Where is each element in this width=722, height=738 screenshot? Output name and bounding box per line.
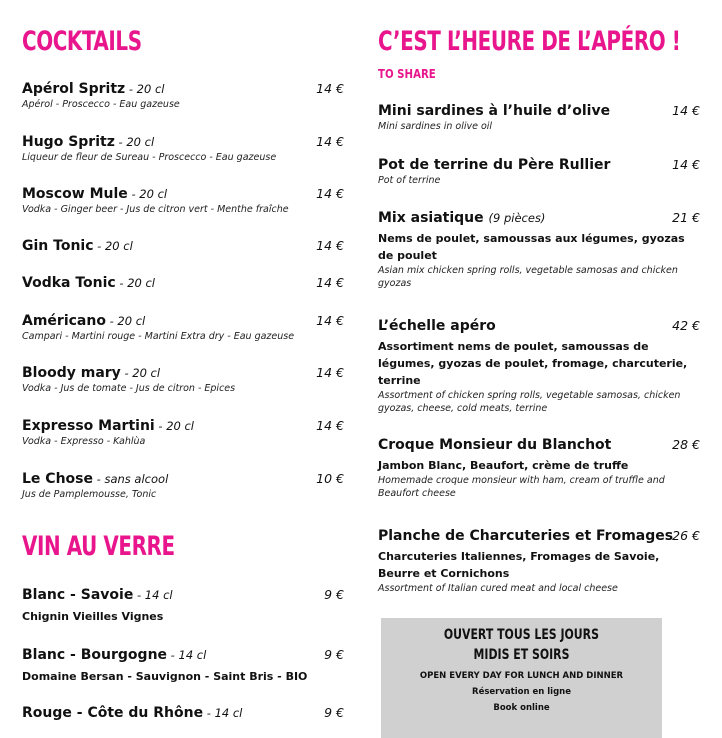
item-price: 9 € (324, 647, 344, 662)
item-price: 14 € (316, 418, 344, 433)
item-french-description: Nems de poulet, samoussas aux légumes, gyozas de poulet (378, 232, 685, 262)
item-name: L’échelle apéro (378, 318, 496, 334)
apero-item-planche (378, 527, 700, 595)
item-price: 14 € (672, 157, 700, 172)
item-name: Moscow Mule (22, 186, 128, 202)
item-name: Blanc - Savoie (22, 587, 134, 603)
item-volume: 20 cl (104, 239, 133, 253)
item-price: 9 € (324, 587, 344, 602)
item-price: 10 € (316, 471, 344, 486)
menu-item-vodka-tonic: Vodka Tonic - 20 cl 14 € (22, 275, 344, 291)
item-volume: 14 cl (144, 588, 173, 602)
menu-item-gin-tonic: Gin Tonic - 20 cl 14 € (22, 238, 344, 254)
menu-item-moscow-mule: Moscow Mule - 20 cl 14 € Vodka - Ginger beer - Jus de citron vert - Menthe fraîche (22, 186, 344, 215)
item-name: Américano (22, 313, 106, 329)
menu-item-le-chose: Le Chose - sans alcool 10 € Jus de Pamplemousse, Tonic (22, 471, 344, 500)
menu-item-aperol-spritz: Apérol Spritz - 20 cl 14 € Apérol - Proscecco - Eau gazeuse (22, 81, 344, 110)
menu-item-americano: Américano - 20 cl 14 € Campari - Martini rouge - Martini Extra dry - Eau gazeuse (22, 313, 344, 342)
item-description: Vodka - Jus de tomate - Jus de citron - Epices (22, 383, 236, 394)
item-name: Bloody mary (22, 365, 121, 381)
item-volume: sans alcool (104, 472, 169, 486)
cocktails-heading: COCKTAILS (22, 26, 142, 57)
item-price: 21 € (672, 210, 700, 225)
apero-heading: C’EST L’HEURE DE L’APÉRO ! (378, 26, 681, 57)
item-price: 14 € (316, 313, 344, 328)
wine-subtitle: Chignin Vieilles Vignes (22, 610, 164, 623)
item-name: Rouge - Côte du Rhône (22, 705, 204, 721)
item-price: 9 € (324, 705, 344, 720)
hours-line-lunch-dinner: MIDIS ET SOIRS (473, 647, 570, 663)
item-english: Homemade croque monsieur with ham, cream of truffle and Beaufort cheese (378, 475, 665, 499)
item-description: Campari - Martini rouge - Martini Extra dry - Eau gazeuse (22, 331, 295, 342)
item-price: 28 € (672, 437, 700, 452)
item-volume: 20 cl (166, 419, 194, 433)
apero-item-echelle-apero (378, 317, 700, 415)
item-name: Blanc - Bourgogne (22, 647, 168, 663)
menu-item-expresso-martini: Expresso Martini - 20 cl 14 € Vodka - Expresso - Kahlùa (22, 418, 344, 447)
item-description: Vodka - Expresso - Kahlùa (22, 436, 146, 447)
item-price: 14 € (316, 186, 344, 201)
item-name: Expresso Martini (22, 418, 155, 434)
apero-item-croque-monsieur (378, 436, 700, 500)
item-price: 14 € (316, 238, 344, 253)
apero-item-pot-de-terrine (378, 156, 700, 187)
item-english: Assortment of chicken spring rolls, vegetable samosas, chicken gyozas, cheese, cold meats, terrine (378, 390, 681, 414)
apero-item-mix-asiatique (378, 209, 700, 290)
item-volume: 20 cl (136, 82, 165, 96)
item-volume: (9 pièces) (488, 211, 546, 225)
item-price: 14 € (316, 365, 344, 380)
item-price: 14 € (672, 103, 700, 118)
item-name: Apérol Spritz (22, 81, 126, 97)
item-price: 14 € (316, 134, 344, 149)
item-price: 42 € (672, 318, 700, 333)
wine-heading: VIN AU VERRE (22, 531, 175, 562)
item-volume: 20 cl (132, 366, 161, 380)
item-volume: 14 cl (214, 706, 243, 720)
item-description: Apérol - Proscecco - Eau gazeuse (22, 99, 180, 110)
menu-item-hugo-spritz: Hugo Spritz - 20 cl 14 € Liqueur de fleur de Sureau - Proscecco - Eau gazeuse (22, 134, 344, 163)
item-french-description: Assortiment nems de poulet, samoussas de légumes, gyozas de poulet, fromage, charcuterie, terrine (378, 340, 688, 387)
item-english: Assortment of Italian cured meat and local cheese (378, 583, 618, 594)
item-english: Pot of terrine (378, 175, 441, 186)
item-description: Vodka - Ginger beer - Jus de citron vert - Menthe fraîche (22, 204, 289, 215)
apero-item-mini-sardines (378, 102, 700, 133)
item-description: Jus de Pamplemousse, Tonic (22, 489, 157, 500)
item-french-description: Jambon Blanc, Beaufort, crème de truffe (378, 459, 629, 472)
item-english: Asian mix chicken spring rolls, vegetable samosas and chicken gyozas (378, 265, 678, 289)
item-volume: 20 cl (117, 314, 146, 328)
wine-item-blanc-savoie: Blanc - Savoie - 14 cl 9 € Chignin Vieilles Vignes (22, 587, 344, 623)
item-price: 14 € (316, 275, 344, 290)
item-price: 14 € (316, 81, 344, 96)
wine-item-rouge-cote-du-rhone: Rouge - Côte du Rhône - 14 cl 9 € (22, 705, 344, 721)
menu-item-bloody-mary: Bloody mary - 20 cl 14 € Vodka - Jus de tomate - Jus de citron - Epices (22, 365, 344, 394)
opening-hours-box (381, 618, 662, 738)
item-name: Le Chose (22, 471, 93, 487)
hours-line-english: OPEN EVERY DAY FOR LUNCH AND DINNER (419, 671, 624, 681)
item-name: Gin Tonic (22, 238, 94, 254)
wine-subtitle: Domaine Bersan - Sauvignon - Saint Bris - BIO (22, 670, 308, 683)
item-name: Croque Monsieur du Blanchot (378, 437, 612, 453)
online-reservation-text: Réservation en ligne (472, 687, 571, 697)
item-volume: 20 cl (139, 187, 168, 201)
item-volume: 14 cl (178, 648, 207, 662)
wine-item-blanc-bourgogne: Blanc - Bourgogne - 14 cl 9 € Domaine Bersan - Sauvignon - Saint Bris - BIO (22, 647, 344, 683)
item-volume: 20 cl (126, 135, 155, 149)
item-name: Mini sardines à l’huile d’olive (378, 103, 611, 119)
item-name: Pot de terrine du Père Rullier (378, 157, 611, 173)
to-share-subtitle: TO SHARE (378, 67, 436, 81)
item-description: Liqueur de fleur de Sureau - Proscecco - Eau gazeuse (22, 152, 277, 163)
item-price: 26 € (672, 528, 700, 543)
book-online-text: Book online (493, 703, 550, 713)
item-name: Hugo Spritz (22, 134, 115, 150)
item-english: Mini sardines in olive oil (378, 121, 493, 132)
item-name: Planche de Charcuteries et Fromages (378, 528, 674, 544)
item-name: Vodka Tonic (22, 275, 116, 291)
item-name: Mix asiatique (378, 210, 484, 226)
item-french-description: Charcuteries Italiennes, Fromages de Savoie, Beurre et Cornichons (378, 550, 660, 580)
hours-line-open-every-day: OUVERT TOUS LES JOURS (443, 627, 600, 643)
item-volume: 20 cl (127, 276, 155, 290)
